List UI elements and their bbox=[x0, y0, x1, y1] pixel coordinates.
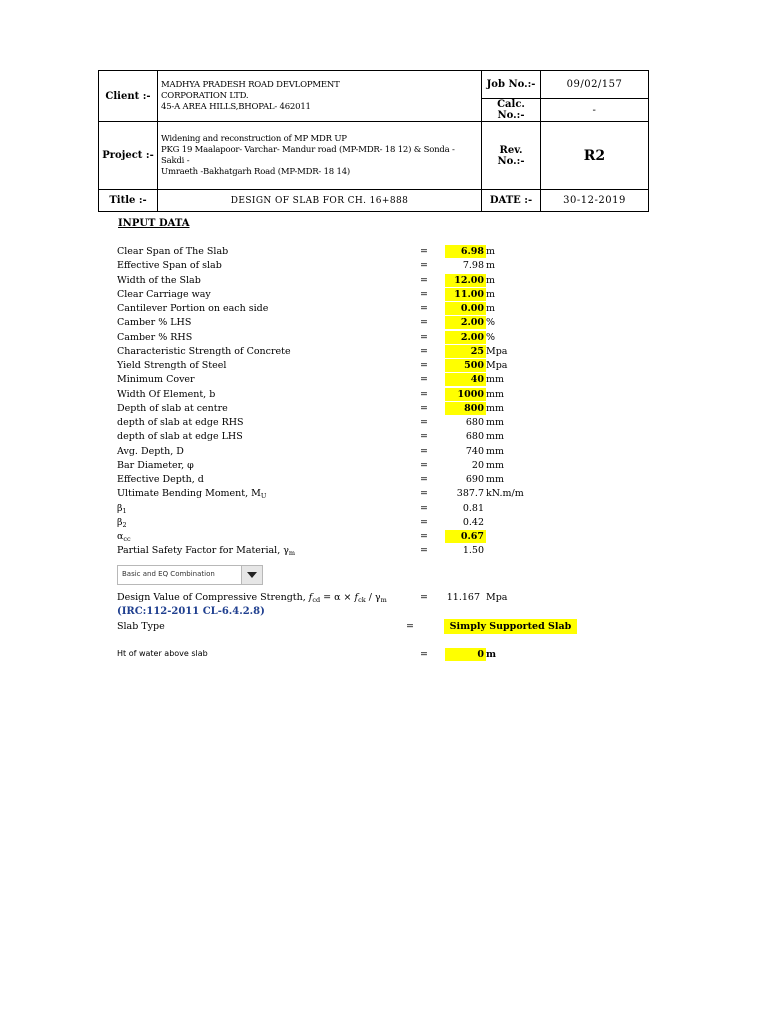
client-line-2: CORPORATION LTD. bbox=[161, 90, 249, 101]
param-label: Effective Span of slab bbox=[117, 260, 222, 272]
param-value[interactable]: 2.00 bbox=[445, 316, 486, 329]
param-label: Camber % RHS bbox=[117, 331, 193, 343]
equals-sign: = bbox=[420, 360, 428, 371]
param-value: 740 bbox=[465, 445, 484, 457]
project-line-2: PKG 19 Maalapoor- Varchar- Mandur road (MP-MDR- 18 12) & Sonda - Sakdi - bbox=[161, 144, 455, 166]
param-label: Partial Safety Factor for Material, $\gamma_m$ bbox=[117, 545, 296, 558]
date-value: 30-12-2019 bbox=[541, 190, 649, 212]
equals-sign: = bbox=[420, 417, 428, 428]
param-value[interactable]: 11.00 bbox=[445, 288, 486, 301]
param-value: 0.81 bbox=[462, 502, 484, 514]
param-label: Yield Strength of Steel bbox=[117, 360, 227, 371]
param-value: 20 bbox=[471, 459, 484, 471]
param-label: $\beta_1$ bbox=[117, 502, 127, 515]
water-height-label: Ht of water above slab bbox=[117, 649, 208, 658]
equals-sign: = bbox=[420, 431, 428, 443]
equals-sign: = bbox=[420, 592, 428, 603]
param-unit: mm bbox=[486, 388, 505, 400]
param-label: $\alpha_{cc}$ bbox=[117, 531, 131, 543]
param-label: Ultimate Bending Moment, $M_U$ bbox=[117, 488, 267, 501]
irc-code-reference: (IRC:112-2011 CL-6.4.2.8) bbox=[117, 606, 265, 617]
param-value[interactable]: 0.00 bbox=[445, 302, 486, 315]
param-label: Width of the Slab bbox=[117, 274, 201, 286]
param-value[interactable]: 500 bbox=[445, 359, 486, 372]
param-unit: mm bbox=[486, 445, 505, 457]
param-value: 1.50 bbox=[462, 545, 484, 557]
param-label: Clear Span of The Slab bbox=[117, 246, 229, 257]
water-height-value[interactable]: 0 bbox=[445, 648, 486, 661]
client-line-1: MADHYA PRADESH ROAD DEVLOPMENT bbox=[161, 79, 340, 90]
param-unit: mm bbox=[486, 374, 505, 386]
equals-sign: = bbox=[420, 288, 428, 300]
param-unit: m bbox=[486, 274, 496, 286]
slab-type-value[interactable]: Simply Supported Slab bbox=[444, 619, 577, 634]
equals-sign: = bbox=[420, 246, 428, 257]
param-value[interactable]: 2.00 bbox=[445, 331, 486, 344]
param-unit: m bbox=[486, 246, 496, 257]
param-unit: % bbox=[486, 331, 496, 343]
client-line-3: 45-A AREA HILLS,BHOPAL- 462011 bbox=[161, 101, 311, 112]
param-unit: mm bbox=[486, 474, 505, 485]
param-unit: mm bbox=[486, 459, 505, 471]
design-compressive-strength-unit: Mpa bbox=[486, 592, 508, 603]
param-unit: kN.m/m bbox=[486, 488, 524, 500]
design-compressive-strength-label: Design Value of Compressive Strength, $f_{cd} = \alpha \times f_{ck} / \gamma_m$ bbox=[117, 592, 387, 604]
input-data-heading: INPUT DATA bbox=[118, 218, 190, 229]
param-value: 387.7 bbox=[456, 488, 484, 500]
date-label: DATE :- bbox=[482, 190, 541, 212]
param-unit: m bbox=[486, 303, 496, 314]
design-compressive-strength-value: 11.167 bbox=[446, 592, 480, 603]
equals-sign: = bbox=[406, 621, 414, 632]
equals-sign: = bbox=[420, 388, 428, 400]
equals-sign: = bbox=[420, 317, 428, 329]
equals-sign: = bbox=[420, 260, 428, 272]
equals-sign: = bbox=[420, 345, 428, 357]
equals-sign: = bbox=[420, 374, 428, 386]
title-value: DESIGN OF SLAB FOR CH. 16+888 bbox=[158, 190, 482, 212]
param-label: $\beta_2$ bbox=[117, 516, 127, 529]
param-unit: mm bbox=[486, 417, 505, 428]
param-value[interactable]: 25 bbox=[445, 345, 486, 358]
param-value[interactable]: 0.67 bbox=[445, 530, 486, 543]
project-line-1: Widening and reconstruction of MP MDR UP bbox=[161, 133, 347, 144]
param-label: depth of slab at edge LHS bbox=[117, 431, 243, 443]
slab-type-label: Slab Type bbox=[117, 621, 165, 632]
equals-sign: = bbox=[420, 474, 428, 485]
calc-no-label: Calc. No.:- bbox=[482, 99, 541, 122]
header-table bbox=[98, 70, 649, 212]
param-value: 680 bbox=[465, 417, 484, 428]
param-unit: m bbox=[486, 288, 496, 300]
equals-sign: = bbox=[420, 516, 428, 528]
param-label: Characteristic Strength of Concrete bbox=[117, 345, 291, 357]
equals-sign: = bbox=[420, 274, 428, 286]
rev-no-label: Rev. No.:- bbox=[482, 122, 541, 190]
rev-no-value: R2 bbox=[541, 122, 649, 190]
param-label: Camber % LHS bbox=[117, 317, 192, 329]
calc-no-value: - bbox=[541, 99, 649, 122]
param-label: Depth of slab at centre bbox=[117, 402, 228, 414]
param-value[interactable]: 12.00 bbox=[445, 274, 486, 287]
equals-sign: = bbox=[420, 488, 428, 500]
param-value: 0.42 bbox=[462, 516, 484, 528]
client-label: Client :- bbox=[99, 71, 158, 122]
param-unit: Mpa bbox=[486, 345, 508, 357]
param-unit: mm bbox=[486, 402, 505, 414]
equals-sign: = bbox=[420, 459, 428, 471]
chevron-down-icon[interactable] bbox=[241, 566, 262, 584]
param-label: Cantilever Portion on each side bbox=[117, 303, 269, 314]
param-value[interactable]: 800 bbox=[445, 402, 486, 415]
equals-sign: = bbox=[420, 402, 428, 414]
param-label: Avg. Depth, D bbox=[117, 445, 184, 457]
param-label: Width Of Element, b bbox=[117, 388, 216, 400]
param-label: Bar Diameter, φ bbox=[117, 459, 194, 471]
param-unit: mm bbox=[486, 431, 505, 443]
param-label: Effective Depth, d bbox=[117, 474, 204, 485]
project-label: Project :- bbox=[99, 122, 158, 190]
param-value[interactable]: 40 bbox=[445, 373, 486, 386]
project-line-3: Umraeth -Bakhatgarh Road (MP-MDR- 18 14) bbox=[161, 166, 351, 177]
param-label: depth of slab at edge RHS bbox=[117, 417, 244, 428]
param-value[interactable]: 1000 bbox=[445, 388, 486, 401]
job-no-label: Job No.:- bbox=[482, 71, 541, 99]
project-description bbox=[158, 122, 482, 190]
param-label: Minimum Cover bbox=[117, 374, 195, 386]
equals-sign: = bbox=[420, 502, 428, 514]
equals-sign: = bbox=[420, 331, 428, 343]
client-address bbox=[158, 71, 482, 122]
param-value: 7.98 bbox=[462, 260, 484, 272]
water-height-unit: m bbox=[486, 649, 497, 660]
param-unit: % bbox=[486, 317, 496, 329]
equals-sign: = bbox=[420, 445, 428, 457]
param-label: Clear Carriage way bbox=[117, 288, 211, 300]
param-unit: Mpa bbox=[486, 360, 508, 371]
title-label: Title :- bbox=[99, 190, 158, 212]
param-value: 680 bbox=[465, 431, 484, 443]
param-value[interactable]: 6.98 bbox=[445, 245, 486, 258]
load-combination-dropdown[interactable] bbox=[117, 565, 263, 585]
dropdown-selected-value: Basic and EQ Combination bbox=[122, 570, 215, 578]
equals-sign: = bbox=[420, 531, 428, 542]
equals-sign: = bbox=[420, 545, 428, 557]
param-unit: m bbox=[486, 260, 496, 272]
equals-sign: = bbox=[420, 303, 428, 314]
job-no-value: 09/02/157 bbox=[541, 71, 649, 99]
equals-sign: = bbox=[420, 649, 428, 660]
param-value: 690 bbox=[465, 474, 484, 485]
